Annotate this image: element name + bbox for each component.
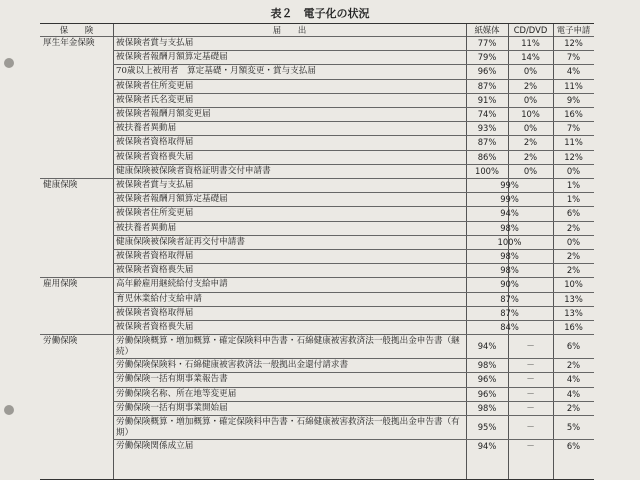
form-name: 被保険者資格喪失届	[116, 322, 194, 332]
electronic-percent: 13%	[564, 307, 583, 318]
combined-percent: 94%	[500, 208, 519, 219]
electronic-percent: 16%	[564, 109, 583, 119]
group-rule	[40, 178, 594, 179]
header-paper: 紙媒体	[474, 25, 500, 35]
table-title: 表２ 電子化の状況	[270, 7, 370, 20]
electronic-percent: 10%	[564, 279, 583, 290]
form-name: 高年齢雇用継続給付支給申請	[116, 279, 228, 290]
row-rule	[113, 387, 594, 388]
row-rule	[113, 164, 594, 165]
form-name: 労働保険一括有期事業開始届	[116, 402, 228, 413]
cd-dvd-percent: 11%	[521, 38, 540, 48]
electronic-percent: 12%	[564, 151, 583, 162]
form-name: 健康保険被保険者証再交付申請書	[116, 236, 245, 247]
electronic-percent: 6%	[566, 208, 581, 219]
form-name: 被保険者資格取得届	[116, 307, 194, 318]
form-name: 被扶養者異動届	[116, 222, 177, 233]
electronic-percent: 0%	[566, 165, 581, 176]
paper-percent: 86%	[477, 151, 497, 162]
cd-dvd-percent: 2%	[523, 151, 538, 162]
paper-percent: 98%	[477, 402, 497, 413]
electronic-percent: 6%	[566, 341, 581, 352]
cd-dvd-percent: －	[526, 374, 535, 385]
electronic-percent: 9%	[566, 94, 581, 105]
electronic-percent: 12%	[564, 38, 583, 48]
row-rule	[113, 306, 594, 307]
electronic-percent: 13%	[564, 293, 583, 304]
cd-dvd-percent: 0%	[523, 123, 538, 134]
combined-percent: 100%	[497, 236, 522, 247]
paper-percent: 96%	[477, 388, 497, 399]
form-name: 被保険者賞与支払届	[116, 38, 194, 48]
row-rule	[113, 150, 594, 151]
group-label: 健康保険	[43, 180, 78, 190]
paper-percent: 96%	[477, 66, 497, 77]
row-rule	[113, 79, 594, 80]
header-electronic: 電子申請	[556, 25, 591, 35]
cd-dvd-percent: 14%	[521, 52, 540, 63]
combined-percent: 99%	[500, 180, 519, 190]
electronic-percent: 2%	[566, 360, 581, 371]
paper-percent: 74%	[477, 109, 497, 119]
form-name: 被保険者賞与支払届	[116, 180, 194, 190]
combined-percent: 87%	[500, 293, 519, 304]
paper-percent: 87%	[477, 137, 497, 148]
paper-percent: 98%	[477, 360, 497, 371]
cd-dvd-percent: －	[526, 388, 535, 399]
form-name: 労働保険名称、所在地等変更届	[116, 388, 237, 399]
row-rule	[113, 221, 594, 222]
paper-percent: 100%	[475, 165, 499, 176]
form-name: 被保険者報酬月額算定基礎届	[116, 194, 228, 205]
electronic-percent: 2%	[566, 251, 581, 261]
form-name: 被保険者住所変更届	[116, 80, 194, 91]
electronic-percent: 4%	[566, 374, 581, 385]
form-name: 労働保険一括有期事業報告書	[116, 374, 228, 385]
row-rule	[113, 249, 594, 250]
row-rule	[113, 401, 594, 402]
form-name: 被保険者住所変更届	[116, 208, 194, 219]
electronic-percent: 1%	[566, 194, 581, 205]
row-rule	[113, 235, 594, 236]
combined-percent: 99%	[500, 194, 519, 205]
electronic-percent: 2%	[566, 222, 581, 233]
form-name: 健康保険被保険者資格証明書交付申請書	[116, 165, 271, 176]
row-rule	[113, 292, 594, 293]
form-name: 被保険者資格取得届	[116, 137, 194, 148]
cd-dvd-percent: －	[526, 341, 535, 352]
paper-percent: 94%	[477, 341, 497, 352]
punch-hole	[4, 405, 14, 415]
form-name: 育児休業給付支給申請	[116, 293, 202, 304]
paper-percent: 94%	[477, 441, 497, 451]
header-cd-dvd: CD/DVD	[513, 25, 548, 35]
form-name: 被保険者資格喪失届	[116, 265, 194, 276]
electronic-percent: 7%	[566, 52, 581, 63]
header-rule	[40, 36, 594, 37]
row-rule	[113, 415, 594, 416]
form-name: 被保険者資格取得届	[116, 251, 194, 261]
electronic-percent: 5%	[566, 422, 581, 432]
electronic-percent: 11%	[564, 80, 583, 91]
cd-dvd-percent: 0%	[523, 94, 538, 105]
combined-percent: 87%	[500, 307, 519, 318]
row-rule	[113, 107, 594, 108]
cd-dvd-percent: 0%	[523, 165, 538, 176]
cd-dvd-percent: 10%	[521, 109, 540, 119]
paper-percent: 95%	[477, 422, 497, 432]
electronic-percent: 11%	[564, 137, 583, 148]
paper-percent: 96%	[477, 374, 497, 385]
form-name: 労働保険概算・増加概算・確定保険料申告書・石綿健康被害救済法一般拠出金申告書（継続）	[116, 336, 460, 358]
cd-dvd-percent: －	[526, 422, 535, 432]
group-label: 雇用保険	[43, 279, 78, 290]
row-rule	[113, 439, 594, 440]
electronic-percent: 6%	[566, 441, 581, 451]
form-name: 被保険者氏名変更届	[116, 94, 194, 105]
row-rule	[113, 93, 594, 94]
electronic-percent: 16%	[564, 322, 583, 332]
electronic-percent: 7%	[566, 123, 581, 134]
punch-hole	[4, 58, 14, 68]
electronic-percent: 4%	[566, 66, 581, 77]
cd-dvd-percent: 2%	[523, 137, 538, 148]
combined-percent: 98%	[500, 222, 519, 233]
electronic-percent: 0%	[566, 236, 581, 247]
form-name: 被保険者資格喪失届	[116, 151, 194, 162]
form-name: 労働保険関係成立届	[116, 441, 194, 451]
paper-percent: 91%	[477, 94, 497, 105]
form-name: 被保険者報酬月額変更届	[116, 109, 211, 119]
row-rule	[113, 320, 594, 321]
header-form: 届 出	[272, 25, 307, 35]
cd-dvd-percent: －	[526, 441, 535, 451]
combined-percent: 98%	[500, 251, 519, 261]
combined-percent: 84%	[500, 322, 519, 332]
form-name: 労働保険概算・増加概算・確定保険料申告書・石綿健康被害救済法一般拠出金申告書（有期）	[116, 417, 460, 438]
cd-dvd-percent: －	[526, 360, 535, 371]
cd-dvd-percent: －	[526, 402, 535, 413]
form-name: 70歳以上被用者 算定基礎・月額変更・賞与支払届	[116, 66, 316, 77]
paper-percent: 87%	[477, 80, 497, 91]
header-insurance: 保 険	[59, 25, 94, 35]
paper-percent: 79%	[477, 52, 497, 63]
group-label: 厚生年金保険	[43, 38, 95, 48]
form-name: 被保険者報酬月額算定基礎届	[116, 52, 228, 63]
row-rule	[113, 121, 594, 122]
cd-dvd-percent: 2%	[523, 80, 538, 91]
electronic-percent: 2%	[566, 265, 581, 276]
status-table	[40, 23, 594, 480]
form-name: 労働保険保険料・石綿健康被害救済法一般拠出金還付請求書	[116, 360, 349, 371]
combined-percent: 98%	[500, 265, 519, 276]
combined-percent: 90%	[500, 279, 519, 290]
group-label: 労働保険	[43, 336, 78, 347]
paper-percent: 77%	[477, 38, 497, 48]
electronic-percent: 2%	[566, 402, 581, 413]
form-name: 被扶養者異動届	[116, 123, 177, 134]
electronic-percent: 4%	[566, 388, 581, 399]
paper-percent: 93%	[477, 123, 497, 134]
electronic-percent: 1%	[566, 180, 581, 190]
cd-dvd-percent: 0%	[523, 66, 538, 77]
